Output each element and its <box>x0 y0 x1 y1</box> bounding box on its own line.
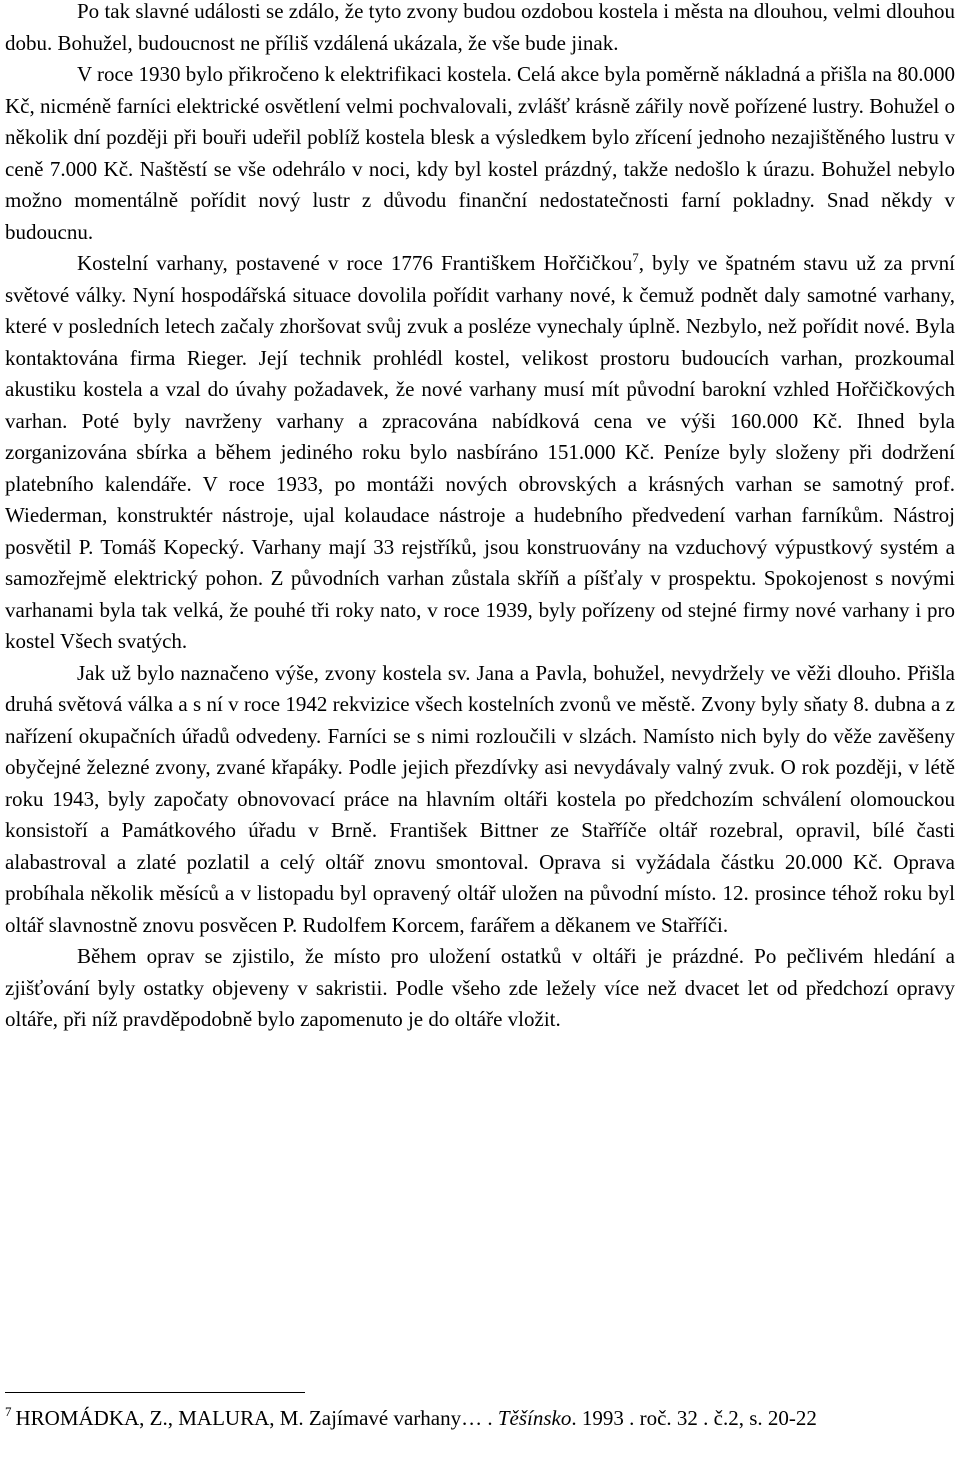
footnote-citation-details: . 1993 . roč. 32 . č.2, s. 20-22 <box>571 1406 817 1430</box>
footnote-divider <box>5 1392 305 1393</box>
footnote-text: HROMÁDKA, Z., MALURA, M. Zajímavé varhany… . <box>15 1406 498 1430</box>
paragraph-4: Jak už bylo naznačeno výše, zvony kostela sv. Jana a Pavla, bohužel, nevydržely ve věži dlouho. Přišla druhá světová válka a s ní v roce 1942 rekvizice všech kostelních zvonů ve městě. Zvony byly sňaty 8. dubna a z nařízení okupačních úřadů odvedeny. Farníci se s nimi rozloučili v slzách. Namísto nich byly do věže zavěšeny obyčejné železné zvony, zvané křapáky. Podle jejich přezdívky asi nevydávaly valný zvuk. O rok později, v létě roku 1943, byly započaty obnovovací práce na hlavním oltáři kostela po předchozím schválení olomouckou konsistoří a Památkového úřadu v Brně. František Bittner ze Stařříče oltář rozebral, opravil, bílé časti alabastroval a zlaté pozlatil a celý oltář znovu smontoval. Oprava si vyžádala částku 20.000 Kč. Oprava probíhala několik měsíců a v listopadu byl opravený oltář uložen na původní místo. 12. prosince téhož roku byl oltář slavnostně znovu posvěcen P. Rudolfem Korcem, farářem a děkanem ve Stařříči. <box>5 660 955 937</box>
body-text <box>5 0 955 1036</box>
paragraph-1: Po tak slavné události se zdálo, že tyto zvony budou ozdobou kostela i města na dlouhou, velmi dlouhou dobu. Bohužel, budoucnost ne příliš vzdálená ukázala, že vše bude jinak. <box>5 0 955 55</box>
footnote-number: 7 <box>5 1404 12 1419</box>
paragraph-3-text: Kostelní varhany, postavené v roce 1776 Františkem Hořčičkou <box>77 251 633 275</box>
paragraph-3-text-continued: , byly ve špatném stavu už za první světové války. Nyní hospodářská situace dovolila pořídit varhany nové, k čemuž podnět daly samotné varhany, které v posledních letech začaly zhoršovat svůj zvuk a posléze vynechaly úplně. Nezbylo, než pořídit nové. Byla kontaktována firma Rieger. Její technik prohlédl kostel, velikost prostoru budoucích varhan, prozkoumal akustiku kostela a vzal do úvahy požadavek, že nové varhany musí mít původní barokní vzhled Hořčičkových varhan. Poté byly navrženy varhany a zpracována nabídková cena ve výši 160.000 Kč. Ihned byla zorganizována sbírka a během jediného roku bylo nasbíráno 151.000 Kč. Peníze byly složeny při dodržení platebního kalendáře. V roce 1933, po montáži nových obrovských a krásných varhan se samotný prof. Wiederman, konstruktér nástroje, ujal kolaudace nástroje a hudebního předvedení varhan farníkům. Nástroj posvětil P. Tomáš Kopecký. Varhany mají 33 rejstříků, jsou konstruovány na vzduchový výpustkový systém a samozřejmě elektrický pohon. Z původních varhan zůstala skříň a píšťaly v prospektu. Spokojenost s novými varhanami byla tak velká, že pouhé tři roky nato, v roce 1939, byly pořízeny od stejné firmy nové varhany i pro kostel Všech svatých. <box>5 251 955 653</box>
paragraph-5: Během oprav se zjistilo, že místo pro uložení ostatků v oltáři je prázdné. Po pečlivém hledání a zjišťování byly ostatky objeveny v sakristii. Podle všeho zde ležely více než dvacet let od předchozí opravy oltáře, při níž pravděpodobně bylo zapomenuto je do oltáře vložit. <box>5 944 955 1031</box>
footnote-journal-title: Těšínsko <box>497 1406 572 1430</box>
paragraph-3 <box>5 248 955 658</box>
footnote-reference: 7 <box>632 250 639 265</box>
paragraph-2: V roce 1930 bylo přikročeno k elektrifikaci kostela. Celá akce byla poměrně nákladná a přišla na 80.000 Kč, nicméně farníci elektrické osvětlení velmi pochvalovali, zvlášť krásně zářily nově pořízené lustry. Bohužel o několik dní později při bouři udeřil poblíž kostela blesk a výsledkem bylo zřícení jednoho nezajištěného lustru v ceně 7.000 Kč. Naštěstí se vše odehrálo v noci, kdy byl kostel prázdný, takže nedošlo k úrazu. Bohužel nebylo možno momentálně pořídit nový lustr z důvodu finanční nedostatečnosti farní pokladny. Snad někdy v budoucnu. <box>5 62 955 244</box>
footnote <box>5 1403 955 1433</box>
document-page <box>5 0 955 1430</box>
